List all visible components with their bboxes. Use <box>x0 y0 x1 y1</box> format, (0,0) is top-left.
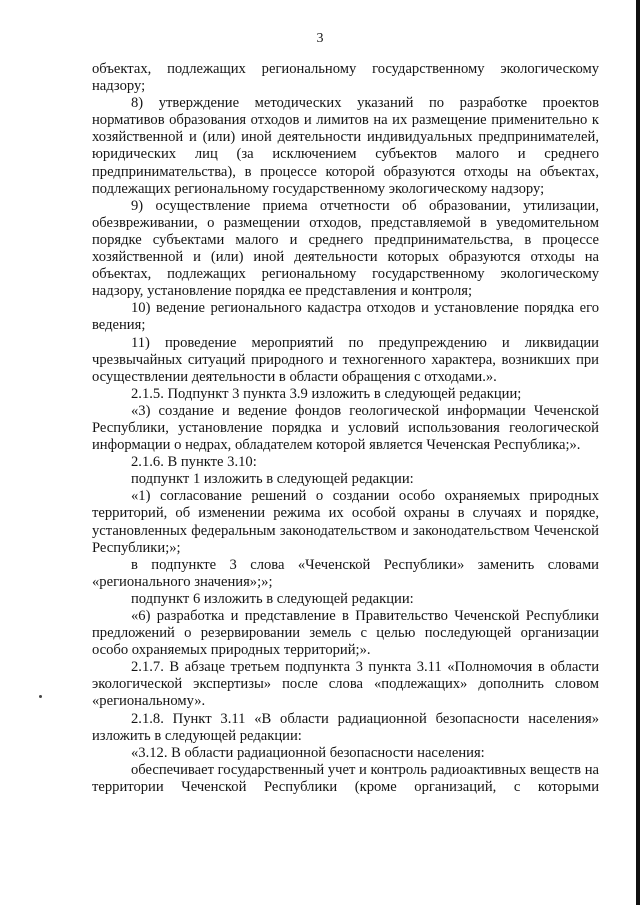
scan-speck <box>39 695 42 698</box>
paragraph: 2.1.6. В пункте 3.10: <box>131 454 257 471</box>
paragraph: «3.12. В области радиационной безопасности населения: <box>131 744 485 761</box>
paragraph: 9) осуществление приема отчетности об образовании, утилизации, обезвреживании, о размещении отходов, представляемой в уведомительном порядке субъектами малого и среднего предпринимательства, в процессе хозяйственной и (или) иной деятельности которых образуются отходы на объектах, подлежащих региональному государственному экологическому надзору, установление порядка ее представления и контроля; <box>92 197 599 300</box>
paragraph: 11) проведение мероприятий по предупреждению и ликвидации чрезвычайных ситуаций природного и техногенного характера, возникших при осуществлении деятельности в области обращения с отходами.». <box>92 334 599 385</box>
paragraph: обеспечивает государственный учет и контроль радиоактивных веществ на территории Чеченской Республики (кроме организаций, с которыми <box>92 761 599 795</box>
scan-edge-shadow <box>636 0 640 905</box>
paragraph: 2.1.8. Пункт 3.11 «В области радиационной безопасности населения» изложить в следующей редакции: <box>92 710 599 744</box>
paragraph: «1) согласование решений о создании особо охраняемых природных территорий, об изменении режима их особой охраны в случаях и порядке, установленных федеральным законодательством и законодательством Чеченской Республики;»; <box>92 488 599 556</box>
document-body <box>92 61 599 796</box>
paragraph: «6) разработка и представление в Правительство Чеченской Республики предложений о резервировании земель с целью последующей организации особо охраняемых природных территорий;». <box>92 608 599 659</box>
paragraph: «3) создание и ведение фондов геологической информации Чеченской Республики, установление порядка и условий использования геологической информации о недрах, обладателем которой является Чеченская Республика;». <box>92 402 599 454</box>
paragraph: подпункт 6 изложить в следующей редакции: <box>131 590 414 607</box>
paragraph: в подпункте 3 слова «Чеченской Республики» заменить словами «регионального значения»;»; <box>92 556 599 590</box>
paragraph: 2.1.7. В абзаце третьем подпункта 3 пункта 3.11 «Полномочия в области экологической экспертизы» после слова «подлежащих» дополнить словом «региональному». <box>92 659 599 710</box>
paragraph: 8) утверждение методических указаний по разработке проектов нормативов образования отходов и лимитов на их размещение применительно к хозяйственной и (или) иной деятельности индивидуальных предпринимателей, юридических лиц (за исключением субъектов малого и среднего предпринимательства), в процессе которой образуются отходы на объектах, подлежащих региональному государственному экологическому надзору; <box>92 95 599 197</box>
paragraph: объектах, подлежащих региональному государственному экологическому надзору; <box>92 61 599 95</box>
paragraph: подпункт 1 изложить в следующей редакции: <box>131 471 414 488</box>
page-number: 3 <box>316 31 324 46</box>
paragraph: 2.1.5. Подпункт 3 пункта 3.9 изложить в следующей редакции; <box>131 385 522 402</box>
paragraph: 10) ведение регионального кадастра отходов и установление порядка его ведения; <box>92 300 599 334</box>
